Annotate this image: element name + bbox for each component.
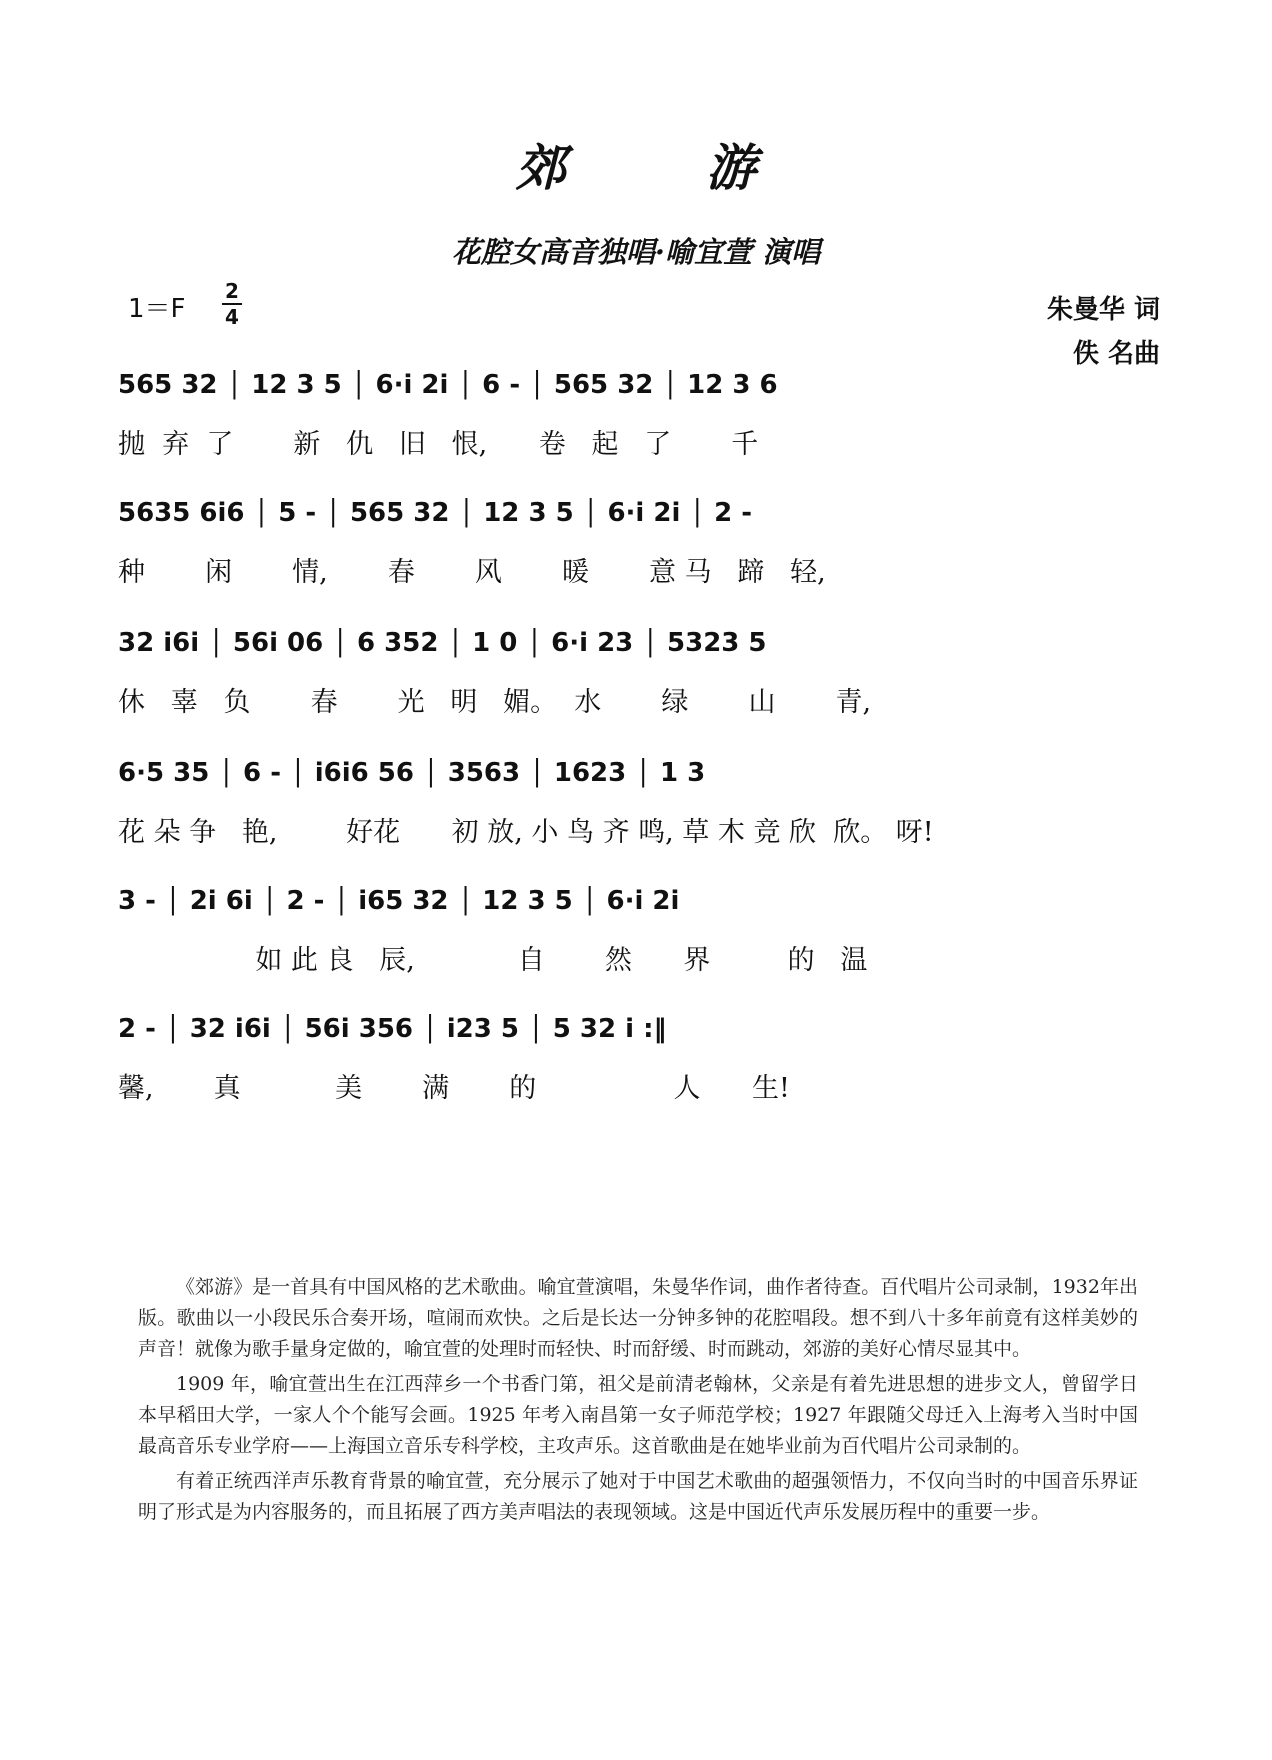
subtitle: 花腔女高音独唱·喻宜萱 演唱 <box>451 235 821 269</box>
title-char-2: 游 <box>706 138 756 197</box>
description-paragraph: 1909 年，喻宜萱出生在江西萍乡一个书香门第，祖父是前清老翰林，父亲是有着先进思想的进步文人，曾留学日本早稻田大学，一家人个个能写会画。1925 年考入南昌第一女子师范学校；1927 年跟随父母迁入上海考入当时中国最高音乐专业学府——上海国立音乐专科学校，主攻声乐。这首歌曲是在她毕业前为百代唱片公司录制的。 <box>138 1373 1138 1457</box>
description-paragraph: 《郊游》是一首具有中国风格的艺术歌曲。喻宜萱演唱，朱曼华作词，曲作者待查。百代唱片公司录制，1932年出版。歌曲以一小段民乐合奏开场，喧闹而欢快。之后是长达一分钟多钟的花腔唱段。想不到八十多年前竟有这样美妙的声音！就像为歌手量身定做的，喻宜萱的处理时而轻快、时而舒缓、时而跳动，郊游的美好心情尽显其中。 <box>138 1276 1138 1360</box>
notation-line: 2 - │ 32 i6i │ 56i 356 │ i23 5 │ 5 32 i :‖ <box>118 1014 667 1044</box>
description-paragraph: 有着正统西洋声乐教育背景的喻宜萱，充分展示了她对于中国艺术歌曲的超强领悟力，不仅向当时的中国音乐界证明了形式是为内容服务的，而且拓展了西方美声唱法的表现领域。这是中国近代声乐发展历程中的重要一步。 <box>138 1470 1138 1523</box>
key-signature: 1＝F <box>128 294 186 324</box>
notation-line: 5635 6i6 │ 5 - │ 565 32 │ 12 3 5 │ 6·i 2i │ 2 - <box>118 498 753 528</box>
time-signature <box>222 280 242 328</box>
lyrics-line: 种 闲 情, 春 风 暖 意 马 蹄 轻, <box>118 557 826 588</box>
score-system-4 <box>118 738 1160 848</box>
notation-line: 3 - │ 2i 6i │ 2 - │ i65 32 │ 12 3 5 │ 6·i 2i <box>118 886 680 916</box>
lyrics-line: 馨, 真 美 满 的 人 生! <box>118 1073 790 1104</box>
lyrics-line: 抛 弃 了 新 仇 旧 恨, 卷 起 了 千 <box>118 429 759 460</box>
description <box>138 1272 1138 1532</box>
score-system-2 <box>118 478 1160 588</box>
score-system-5 <box>118 866 1160 976</box>
lyrics-line: 休 辜 负 春 光 明 媚。 水 绿 山 青, <box>118 687 872 718</box>
lyrics-line: 如 此 良 辰, 自 然 界 的 温 <box>118 945 868 976</box>
title-char-1: 郊 <box>516 138 566 197</box>
score-system-6 <box>118 994 1160 1104</box>
lyricist: 朱曼华 词 <box>1046 295 1160 325</box>
notation-line: 32 i6i │ 56i 06 │ 6 352 │ 1 0 │ 6·i 23 │ 5323 5 <box>118 628 767 658</box>
score-system-3 <box>118 608 1160 718</box>
lyrics-line: 花 朵 争 艳, 好花 初 放, 小 鸟 齐 鸣, 草 木 竞 欣 欣。 呀! <box>118 817 934 848</box>
score-system-1 <box>118 350 1160 460</box>
composer: 佚 名曲 <box>1072 339 1160 369</box>
meter-bottom: 4 <box>225 305 239 329</box>
song-title <box>0 128 1272 200</box>
notation-line: 565 32 │ 12 3 5 │ 6·i 2i │ 6 - │ 565 32 │ 12 3 6 <box>118 370 778 400</box>
meter-top: 2 <box>225 279 239 303</box>
notation-line: 6·5 35 │ 6 - │ i6i6 56 │ 3563 │ 1623 │ 1 3 <box>118 758 706 788</box>
